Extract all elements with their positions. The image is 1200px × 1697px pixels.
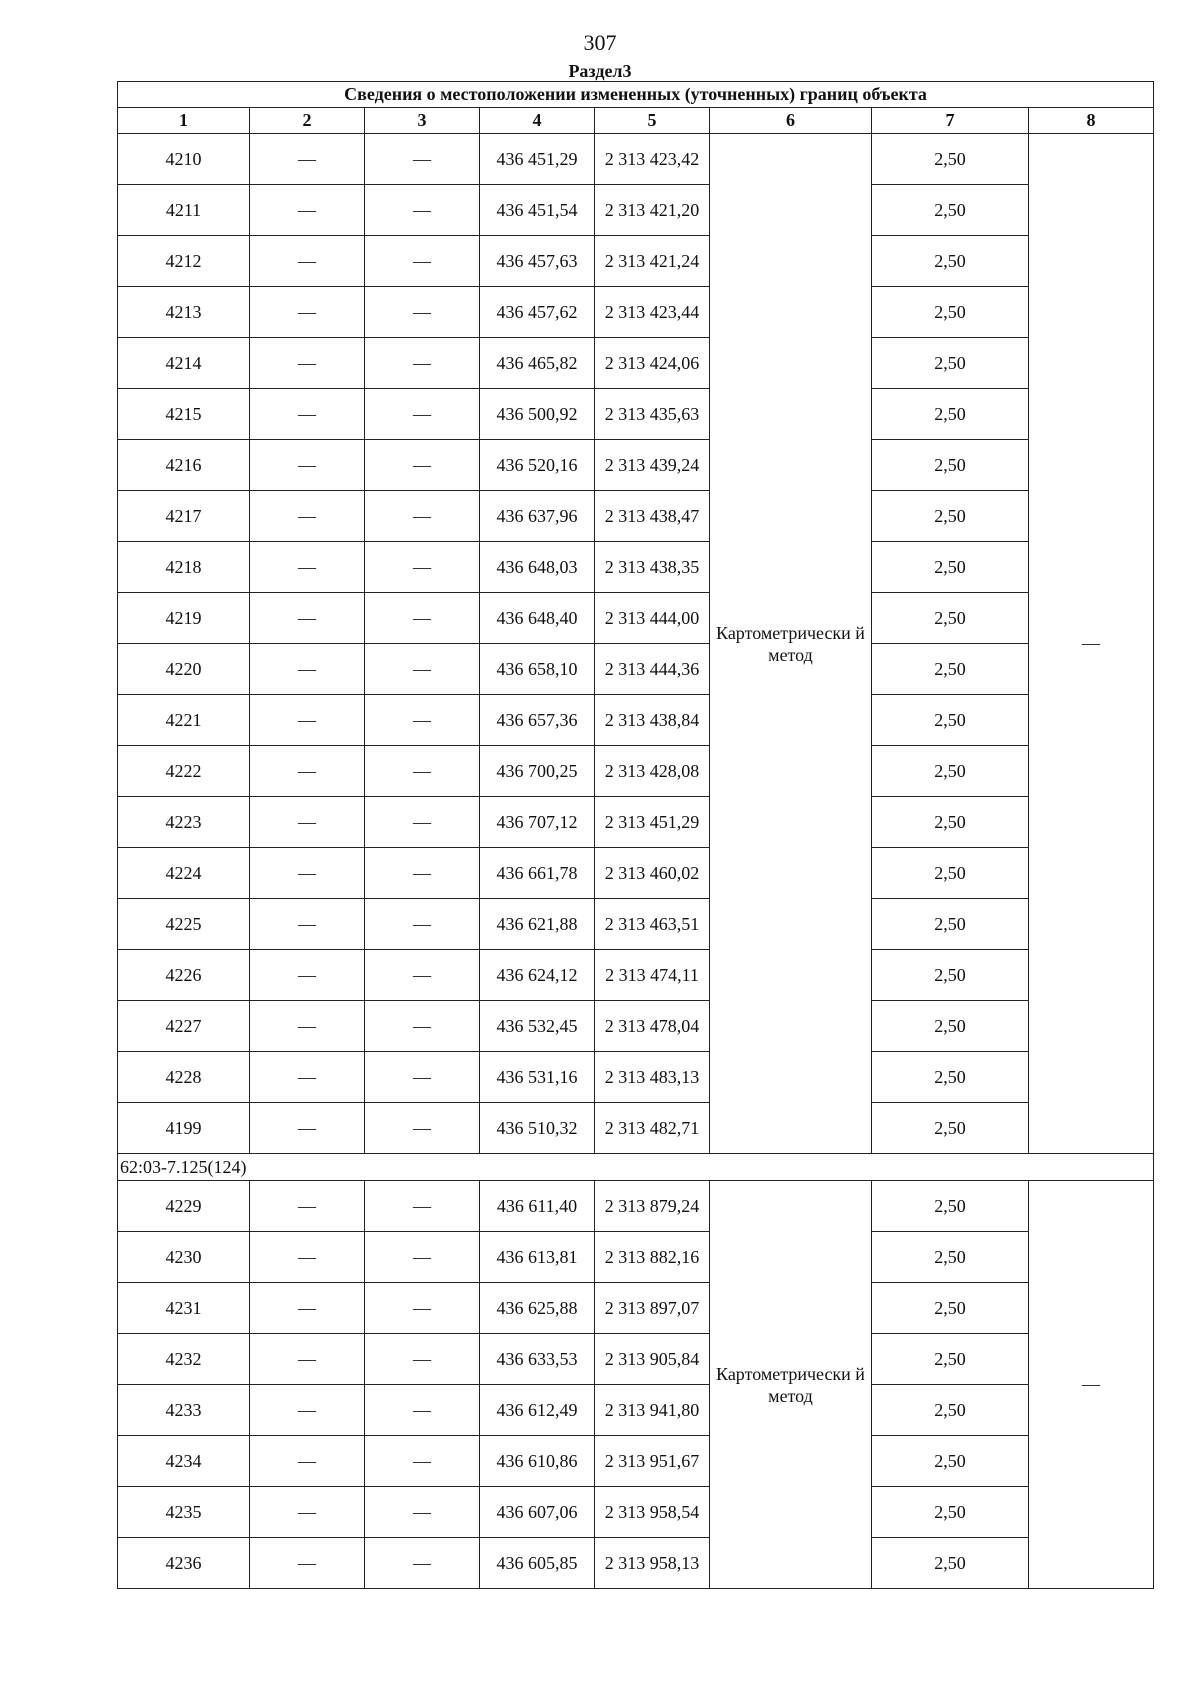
col2-dash: — [250, 950, 365, 1001]
accuracy: 2,50 [872, 746, 1029, 797]
col2-dash: — [250, 1181, 365, 1232]
col2-dash: — [250, 1052, 365, 1103]
coordinate-x: 436 457,62 [480, 287, 595, 338]
coordinate-y: 2 313 438,35 [595, 542, 710, 593]
col2-dash: — [250, 491, 365, 542]
accuracy: 2,50 [872, 1001, 1029, 1052]
table-row [118, 491, 1154, 542]
point-number: 4214 [118, 338, 250, 389]
col2-dash: — [250, 644, 365, 695]
coordinate-x: 436 611,40 [480, 1181, 595, 1232]
accuracy: 2,50 [872, 848, 1029, 899]
coordinate-y: 2 313 897,07 [595, 1283, 710, 1334]
col2-dash: — [250, 1385, 365, 1436]
table-row [118, 1487, 1154, 1538]
col2-dash: — [250, 1283, 365, 1334]
coordinate-y: 2 313 428,08 [595, 746, 710, 797]
accuracy: 2,50 [872, 1487, 1029, 1538]
accuracy: 2,50 [872, 1052, 1029, 1103]
accuracy: 2,50 [872, 542, 1029, 593]
column-header: 5 [595, 108, 710, 134]
col3-dash: — [365, 440, 480, 491]
coordinate-y: 2 313 444,36 [595, 644, 710, 695]
col2-dash: — [250, 1103, 365, 1154]
table-row [118, 950, 1154, 1001]
coordinate-x: 436 624,12 [480, 950, 595, 1001]
coordinate-y: 2 313 463,51 [595, 899, 710, 950]
col3-dash: — [365, 1001, 480, 1052]
col2-dash: — [250, 1232, 365, 1283]
column-header: 3 [365, 108, 480, 134]
coordinate-y: 2 313 958,54 [595, 1487, 710, 1538]
coordinate-y: 2 313 423,44 [595, 287, 710, 338]
table-row [118, 593, 1154, 644]
coordinate-x: 436 457,63 [480, 236, 595, 287]
col3-dash: — [365, 134, 480, 185]
accuracy: 2,50 [872, 440, 1029, 491]
point-number: 4222 [118, 746, 250, 797]
coordinate-y: 2 313 423,42 [595, 134, 710, 185]
coordinate-x: 436 661,78 [480, 848, 595, 899]
accuracy: 2,50 [872, 1232, 1029, 1283]
col2-dash: — [250, 389, 365, 440]
coordinate-y: 2 313 482,71 [595, 1103, 710, 1154]
accuracy: 2,50 [872, 1103, 1029, 1154]
point-number: 4226 [118, 950, 250, 1001]
accuracy: 2,50 [872, 1334, 1029, 1385]
point-number: 4235 [118, 1487, 250, 1538]
col3-dash: — [365, 1334, 480, 1385]
table-row [118, 1538, 1154, 1589]
point-number: 4210 [118, 134, 250, 185]
coordinate-y: 2 313 941,80 [595, 1385, 710, 1436]
coordinate-x: 436 531,16 [480, 1052, 595, 1103]
point-number: 4211 [118, 185, 250, 236]
coordinate-y: 2 313 438,84 [595, 695, 710, 746]
coordinate-x: 436 451,29 [480, 134, 595, 185]
point-number: 4220 [118, 644, 250, 695]
col3-dash: — [365, 644, 480, 695]
coordinate-x: 436 613,81 [480, 1232, 595, 1283]
point-number: 4218 [118, 542, 250, 593]
col3-dash: — [365, 491, 480, 542]
coordinate-y: 2 313 460,02 [595, 848, 710, 899]
accuracy: 2,50 [872, 1283, 1029, 1334]
col3-dash: — [365, 1232, 480, 1283]
table-row [118, 848, 1154, 899]
point-number: 4234 [118, 1436, 250, 1487]
table-row [118, 236, 1154, 287]
point-number: 4225 [118, 899, 250, 950]
point-number: 4231 [118, 1283, 250, 1334]
coordinate-x: 436 637,96 [480, 491, 595, 542]
coordinate-x: 436 633,53 [480, 1334, 595, 1385]
coordinate-y: 2 313 438,47 [595, 491, 710, 542]
point-number: 4217 [118, 491, 250, 542]
col3-dash: — [365, 746, 480, 797]
table-row [118, 185, 1154, 236]
table-row [118, 1052, 1154, 1103]
col2-dash: — [250, 338, 365, 389]
coordinate-x: 436 510,32 [480, 1103, 595, 1154]
col3-dash: — [365, 1283, 480, 1334]
accuracy: 2,50 [872, 644, 1029, 695]
col2-dash: — [250, 236, 365, 287]
table-row [118, 1436, 1154, 1487]
table-row [118, 134, 1154, 185]
coordinate-x: 436 658,10 [480, 644, 595, 695]
section-title: Раздел3 [568, 61, 632, 81]
col2-dash: — [250, 593, 365, 644]
col2-dash: — [250, 134, 365, 185]
parcel-group-row [118, 1154, 1154, 1181]
table-row [118, 899, 1154, 950]
col3-dash: — [365, 338, 480, 389]
col3-dash: — [365, 1103, 480, 1154]
point-number: 4232 [118, 1334, 250, 1385]
coordinate-y: 2 313 905,84 [595, 1334, 710, 1385]
coordinate-x: 436 465,82 [480, 338, 595, 389]
point-number: 4212 [118, 236, 250, 287]
coordinate-x: 436 500,92 [480, 389, 595, 440]
coordinate-x: 436 520,16 [480, 440, 595, 491]
coordinate-x: 436 625,88 [480, 1283, 595, 1334]
accuracy: 2,50 [872, 1436, 1029, 1487]
method-cell: Картометрически й метод [710, 134, 872, 1154]
col3-dash: — [365, 236, 480, 287]
col2-dash: — [250, 797, 365, 848]
table-row [118, 1334, 1154, 1385]
col3-dash: — [365, 695, 480, 746]
col3-dash: — [365, 1385, 480, 1436]
point-number: 4219 [118, 593, 250, 644]
table-row [118, 389, 1154, 440]
point-number: 4228 [118, 1052, 250, 1103]
coordinate-x: 436 657,36 [480, 695, 595, 746]
table-row [118, 1232, 1154, 1283]
point-number: 4224 [118, 848, 250, 899]
coordinate-y: 2 313 483,13 [595, 1052, 710, 1103]
col2-dash: — [250, 848, 365, 899]
col2-dash: — [250, 185, 365, 236]
col3-dash: — [365, 950, 480, 1001]
col2-dash: — [250, 542, 365, 593]
col3-dash: — [365, 287, 480, 338]
col3-dash: — [365, 389, 480, 440]
table-row [118, 542, 1154, 593]
coordinate-y: 2 313 951,67 [595, 1436, 710, 1487]
col3-dash: — [365, 797, 480, 848]
accuracy: 2,50 [872, 1385, 1029, 1436]
coordinate-y: 2 313 478,04 [595, 1001, 710, 1052]
table-row [118, 1385, 1154, 1436]
col2-dash: — [250, 1001, 365, 1052]
accuracy: 2,50 [872, 1181, 1029, 1232]
column-header: 2 [250, 108, 365, 134]
column-header: 7 [872, 108, 1029, 134]
col3-dash: — [365, 1052, 480, 1103]
parcel-label: 62:03-7.125(124) [118, 1154, 1154, 1181]
point-number: 4221 [118, 695, 250, 746]
table-row [118, 440, 1154, 491]
coordinate-x: 436 648,03 [480, 542, 595, 593]
coordinate-x: 436 607,06 [480, 1487, 595, 1538]
accuracy: 2,50 [872, 389, 1029, 440]
col3-dash: — [365, 1487, 480, 1538]
column-header: 8 [1029, 108, 1154, 134]
table-row [118, 797, 1154, 848]
col2-dash: — [250, 695, 365, 746]
col2-dash: — [250, 1334, 365, 1385]
col8-cell: — [1029, 1181, 1154, 1589]
accuracy: 2,50 [872, 797, 1029, 848]
table-row [118, 287, 1154, 338]
table-caption-row [118, 82, 1154, 108]
accuracy: 2,50 [872, 899, 1029, 950]
col2-dash: — [250, 1487, 365, 1538]
accuracy: 2,50 [872, 338, 1029, 389]
coordinate-y: 2 313 474,11 [595, 950, 710, 1001]
col3-dash: — [365, 1181, 480, 1232]
column-header: 1 [118, 108, 250, 134]
column-header: 4 [480, 108, 595, 134]
table-row [118, 1283, 1154, 1334]
coordinate-y: 2 313 439,24 [595, 440, 710, 491]
point-number: 4215 [118, 389, 250, 440]
point-number: 4223 [118, 797, 250, 848]
table-row [118, 644, 1154, 695]
table-row [118, 338, 1154, 389]
column-header: 6 [710, 108, 872, 134]
coordinate-x: 436 700,25 [480, 746, 595, 797]
col3-dash: — [365, 185, 480, 236]
accuracy: 2,50 [872, 950, 1029, 1001]
col2-dash: — [250, 287, 365, 338]
coordinate-x: 436 610,86 [480, 1436, 595, 1487]
point-number: 4236 [118, 1538, 250, 1589]
col3-dash: — [365, 1538, 480, 1589]
table-row [118, 746, 1154, 797]
boundary-coordinates-table [117, 81, 1154, 1589]
coordinate-y: 2 313 424,06 [595, 338, 710, 389]
col3-dash: — [365, 899, 480, 950]
col2-dash: — [250, 899, 365, 950]
table-caption: Сведения о местоположении измененных (уточненных) границ объекта [118, 82, 1154, 108]
coordinate-x: 436 648,40 [480, 593, 595, 644]
col2-dash: — [250, 1436, 365, 1487]
coordinate-y: 2 313 421,24 [595, 236, 710, 287]
coordinate-x: 436 612,49 [480, 1385, 595, 1436]
column-header-row [118, 108, 1154, 134]
point-number: 4213 [118, 287, 250, 338]
table-row [118, 695, 1154, 746]
accuracy: 2,50 [872, 185, 1029, 236]
accuracy: 2,50 [872, 593, 1029, 644]
method-cell: Картометрически й метод [710, 1181, 872, 1589]
point-number: 4233 [118, 1385, 250, 1436]
col2-dash: — [250, 746, 365, 797]
col3-dash: — [365, 542, 480, 593]
point-number: 4216 [118, 440, 250, 491]
point-number: 4230 [118, 1232, 250, 1283]
accuracy: 2,50 [872, 695, 1029, 746]
accuracy: 2,50 [872, 491, 1029, 542]
coordinate-y: 2 313 421,20 [595, 185, 710, 236]
col3-dash: — [365, 1436, 480, 1487]
coordinate-y: 2 313 879,24 [595, 1181, 710, 1232]
table-row [118, 1001, 1154, 1052]
coordinate-x: 436 605,85 [480, 1538, 595, 1589]
col2-dash: — [250, 1538, 365, 1589]
coordinate-x: 436 707,12 [480, 797, 595, 848]
coordinate-y: 2 313 435,63 [595, 389, 710, 440]
page-number: 307 [583, 30, 617, 55]
coordinate-x: 436 451,54 [480, 185, 595, 236]
point-number: 4227 [118, 1001, 250, 1052]
coordinate-y: 2 313 451,29 [595, 797, 710, 848]
coordinate-y: 2 313 958,13 [595, 1538, 710, 1589]
coordinate-y: 2 313 444,00 [595, 593, 710, 644]
col3-dash: — [365, 848, 480, 899]
point-number: 4229 [118, 1181, 250, 1232]
point-number: 4199 [118, 1103, 250, 1154]
coordinate-x: 436 532,45 [480, 1001, 595, 1052]
coordinate-x: 436 621,88 [480, 899, 595, 950]
accuracy: 2,50 [872, 236, 1029, 287]
accuracy: 2,50 [872, 134, 1029, 185]
accuracy: 2,50 [872, 1538, 1029, 1589]
col8-cell: — [1029, 134, 1154, 1154]
col3-dash: — [365, 593, 480, 644]
accuracy: 2,50 [872, 287, 1029, 338]
coordinate-y: 2 313 882,16 [595, 1232, 710, 1283]
col2-dash: — [250, 440, 365, 491]
table-row [118, 1103, 1154, 1154]
table-row [118, 1181, 1154, 1232]
